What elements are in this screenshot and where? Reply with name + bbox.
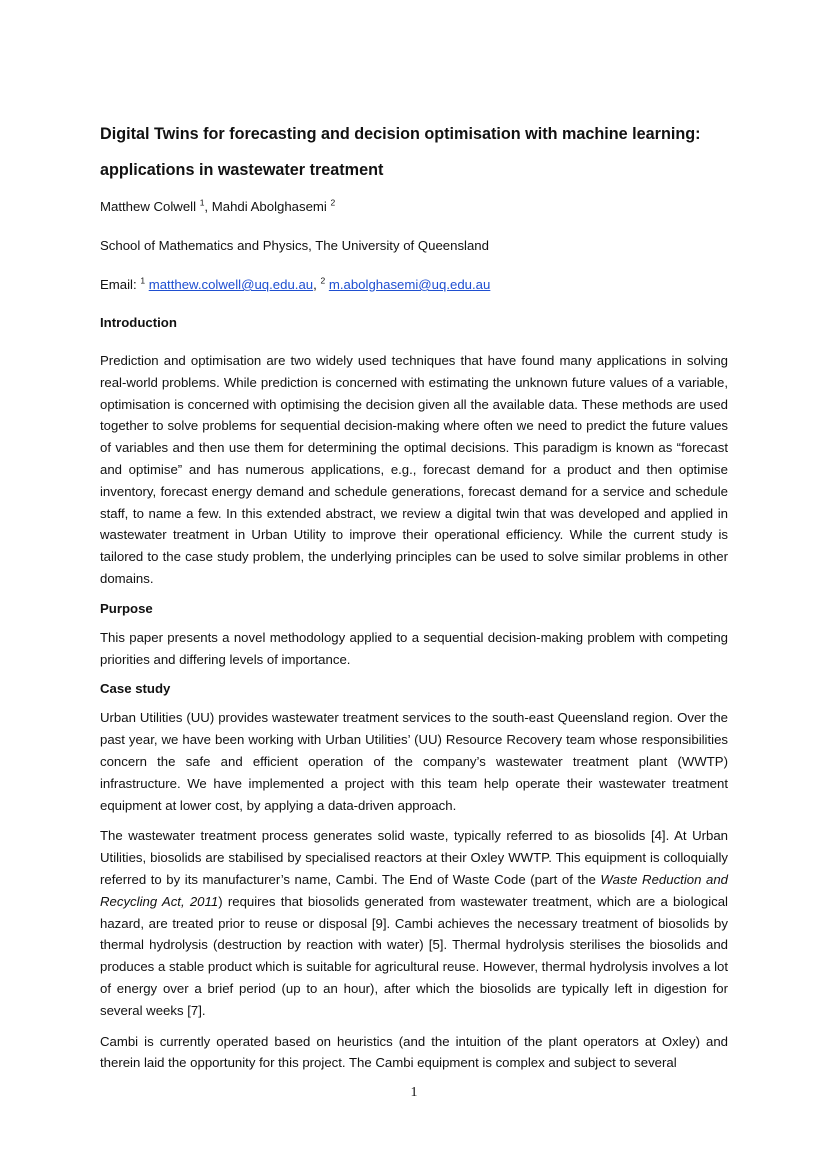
case-study-paragraph-3: Cambi is currently operated based on heuristics (and the intuition of the plant operators at Oxley) and therein laid the opportunity for this project. The Cambi equipment is complex and subject to several <box>100 1033 728 1071</box>
page-number: 1 <box>410 1085 418 1100</box>
paper-title <box>100 116 728 188</box>
email-line <box>100 275 728 294</box>
case-study-paragraph-2-part-b: ) requires that biosolids generated from wastewater treatment, which are a biological hazard, are treated prior to reuse or disposal [9]. Cambi achieves the necessary treatment of biosolids by thermal hydrolysis (destruction by reaction with water) [5]. Thermal hydrolysis sterilises the biosolids and produces a stable product which is suitable for agricultural reuse. However, thermal hydrolysis involves a lot of energy over a brief period (up to an hour), after which the biosolids are typically left in digestion for several weeks [7]. <box>100 893 728 1018</box>
email-link-2[interactable]: m.abolghasemi@uq.edu.au <box>328 277 491 292</box>
author-2-name: Mahdi Abolghasemi <box>211 199 331 214</box>
section-heading-purpose: Purpose <box>100 600 153 616</box>
author-2-affiliation-mark: 2 <box>330 197 336 208</box>
email-1-mark: 1 <box>140 275 146 286</box>
affiliation: School of Mathematics and Physics, The University of Queensland <box>100 238 489 253</box>
email-label: Email: <box>100 277 141 292</box>
email-link-1[interactable]: matthew.colwell@uq.edu.au <box>148 277 314 292</box>
author-1-affiliation-mark: 1 <box>199 197 205 208</box>
case-study-paragraph-2-part-a: The wastewater treatment process generates solid waste, typically referred to as biosolids [4]. At Urban Utilities, biosolids are stabilised by specialised reactors at their Oxley WWTP. This equipment is colloquially referred to by its manufacturer’s name, Cambi. The End of Waste Code (part of the <box>100 828 728 887</box>
author-separator: , <box>204 199 212 214</box>
author-list <box>100 197 728 216</box>
email-2-mark: 2 <box>320 275 326 286</box>
title-line-2: applications in wastewater treatment <box>100 161 384 179</box>
email-separator: , <box>313 277 321 292</box>
section-heading-introduction: Introduction <box>100 315 177 330</box>
introduction-paragraph: Prediction and optimisation are two widely used techniques that have found many applications in solving real-world problems. While prediction is concerned with estimating the unknown future values of a variable, optimisation is concerned with optimising the decision given all the available data. These methods are used together to solve problems for sequential decision-making where often we need to predict the future values of variables and then use them for determining the optimal decisions. This paradigm is known as “forecast and optimise” and has numerous applications, e.g., forecast demand for a product and then optimise inventory, forecast energy demand and schedule generations, forecast demand for a service and schedule staff, to name a few. In this extended abstract, we review a digital twin that was developed and applied in wastewater treatment in Urban Utility to improve their operational efficiency. While the current study is tailored to the case study problem, the underlying principles can be used to solve similar problems in other domains. <box>100 353 728 586</box>
case-study-paragraph-1: Urban Utilities (UU) provides wastewater treatment services to the south-east Queensland region. Over the past year, we have been working with Urban Utilities’ (UU) Resource Recovery team whose responsibilities concern the safe and efficient operation of the company’s wastewater treatment plant (WWTP) infrastructure. We have implemented a project with this team help operate their wastewater treatment equipment at lower cost, by applying a data-driven approach. <box>100 710 728 813</box>
purpose-paragraph: This paper presents a novel methodology applied to a sequential decision-making problem with competing priorities and differing levels of importance. <box>100 629 728 667</box>
section-heading-case-study: Case study <box>100 681 171 697</box>
author-1-name: Matthew Colwell <box>100 199 200 214</box>
case-study-paragraph-2 <box>100 825 728 1021</box>
title-line-1: Digital Twins for forecasting and decision optimisation with machine learning: <box>100 125 701 143</box>
act-title-italic: Waste Reduction and Recycling Act, 2011 <box>100 871 728 909</box>
page-content <box>100 116 728 1074</box>
